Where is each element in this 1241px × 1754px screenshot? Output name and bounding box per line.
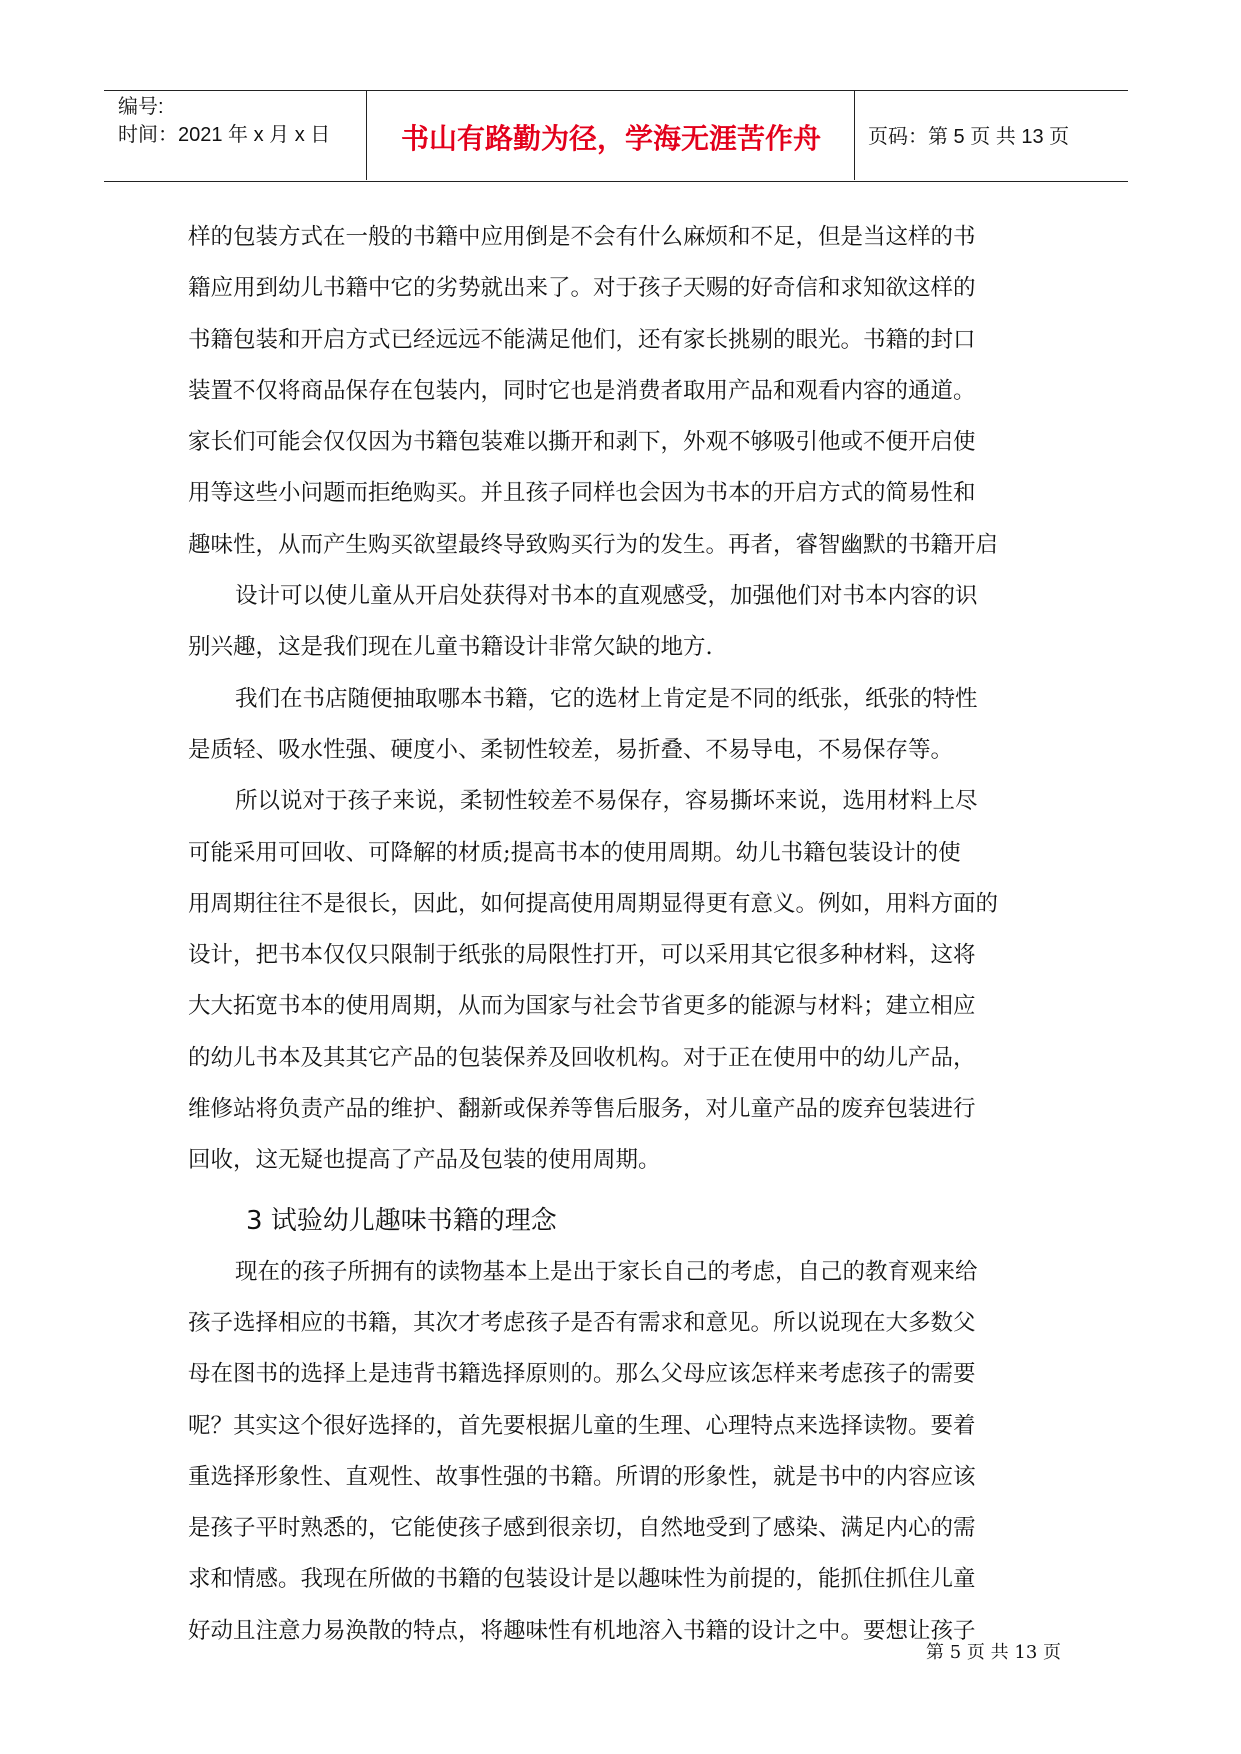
text-line: 母在图书的选择上是违背书籍选择原则的。那么父母应该怎样来考虑孩子的需要 [188, 1361, 976, 1388]
text-line: 大大拓宽书本的使用周期，从而为国家与社会节省更多的能源与材料；建立相应 [188, 993, 976, 1020]
text-line: 设计可以使儿童从开启处获得对书本的直观感受，加强他们对书本内容的识 [235, 583, 978, 610]
paragraph [188, 776, 1060, 1186]
text-line: 是孩子平时熟悉的，它能使孩子感到很亲切，自然地受到了感染、满足内心的需 [188, 1515, 976, 1542]
section-paragraphs [188, 1247, 1060, 1657]
text-line: 装置不仅将商品保存在包装内，同时它也是消费者取用产品和观看内容的通道。 [188, 377, 976, 404]
text-line: 求和情感。我现在所做的书籍的包装设计是以趣味性为前提的，能抓住抓住儿童 [188, 1566, 976, 1593]
text-line: 所以说对于孩子来说，柔韧性较差不易保存，容易撕坏来说，选用材料上尽 [235, 788, 978, 815]
paragraph [188, 674, 1060, 777]
header-page-number: 页码：第 5 页 共 13 页 [868, 126, 1070, 148]
text-line: 籍应用到幼儿书籍中它的劣势就出来了。对于孩子天赐的好奇信和求知欲这样的 [188, 275, 976, 302]
text-line: 现在的孩子所拥有的读物基本上是出于家长自己的考虑，自己的教育观来给 [235, 1258, 978, 1285]
header-motto: 书山有路勤为径，学海无涯苦作舟 [400, 122, 821, 155]
text-line: 孩子选择相应的书籍，其次才考虑孩子是否有需求和意见。所以说现在大多数父 [188, 1309, 976, 1336]
header-divider [366, 91, 367, 180]
page-header [104, 90, 1128, 182]
paragraph [188, 571, 1060, 674]
document-body [188, 212, 1060, 1657]
page-footer: 第 5 页 共 13 页 [926, 1642, 1061, 1663]
text-line: 维修站将负责产品的维护、翻新或保养等售后服务，对儿童产品的废弃包装进行 [188, 1096, 976, 1123]
text-line: 别兴趣，这是我们现在儿童书籍设计非常欠缺的地方. [188, 634, 713, 661]
text-line: 回收，这无疑也提高了产品及包装的使用周期。 [188, 1147, 661, 1174]
text-line: 是质轻、吸水性强、硬度小、柔韧性较差，易折叠、不易导电，不易保存等。 [188, 736, 954, 763]
header-divider [854, 91, 855, 180]
text-line: 用等这些小问题而拒绝购买。并且孩子同样也会因为书本的开启方式的简易性和 [188, 480, 976, 507]
text-line: 我们在书店随便抽取哪本书籍，它的选材上肯定是不同的纸张，纸张的特性 [235, 685, 978, 712]
document-number-label: 编号: [118, 96, 164, 118]
text-line: 的幼儿书本及其其它产品的包装保养及回收机构。对于正在使用中的幼儿产品， [188, 1044, 976, 1071]
text-line: 设计，把书本仅仅只限制于纸张的局限性打开，可以采用其它很多种材料，这将 [188, 942, 976, 969]
text-line: 好动且注意力易涣散的特点，将趣味性有机地溶入书籍的设计之中。要想让孩子 [188, 1617, 976, 1644]
text-line: 书籍包装和开启方式已经远远不能满足他们，还有家长挑剔的眼光。书籍的封口 [188, 326, 976, 353]
paragraph [188, 212, 1060, 571]
section-heading: 3 试验幼儿趣味书籍的理念 [246, 1205, 557, 1236]
text-line: 趣味性，从而产生购买欲望最终导致购买行为的发生。再者，睿智幽默的书籍开启 [188, 531, 999, 558]
paragraph [188, 1247, 1060, 1657]
text-line: 呢？其实这个很好选择的，首先要根据儿童的生理、心理特点来选择读物。要着 [188, 1412, 976, 1439]
document-time-label: 时间：2021 年 x 月 x 日 [118, 124, 331, 146]
body-paragraphs [188, 212, 1060, 1187]
text-line: 家长们可能会仅仅因为书籍包装难以撕开和剥下，外观不够吸引他或不便开启使 [188, 429, 976, 456]
header-meta [118, 93, 330, 149]
text-line: 可能采用可回收、可降解的材质;提高书本的使用周期。幼儿书籍包装设计的使 [188, 839, 961, 866]
text-line: 样的包装方式在一般的书籍中应用倒是不会有什么麻烦和不足，但是当这样的书 [188, 224, 976, 250]
text-line: 重选择形象性、直观性、故事性强的书籍。所谓的形象性，就是书中的内容应该 [188, 1463, 976, 1490]
text-line: 用周期往往不是很长，因此，如何提高使用周期显得更有意义。例如，用料方面的 [188, 890, 999, 917]
